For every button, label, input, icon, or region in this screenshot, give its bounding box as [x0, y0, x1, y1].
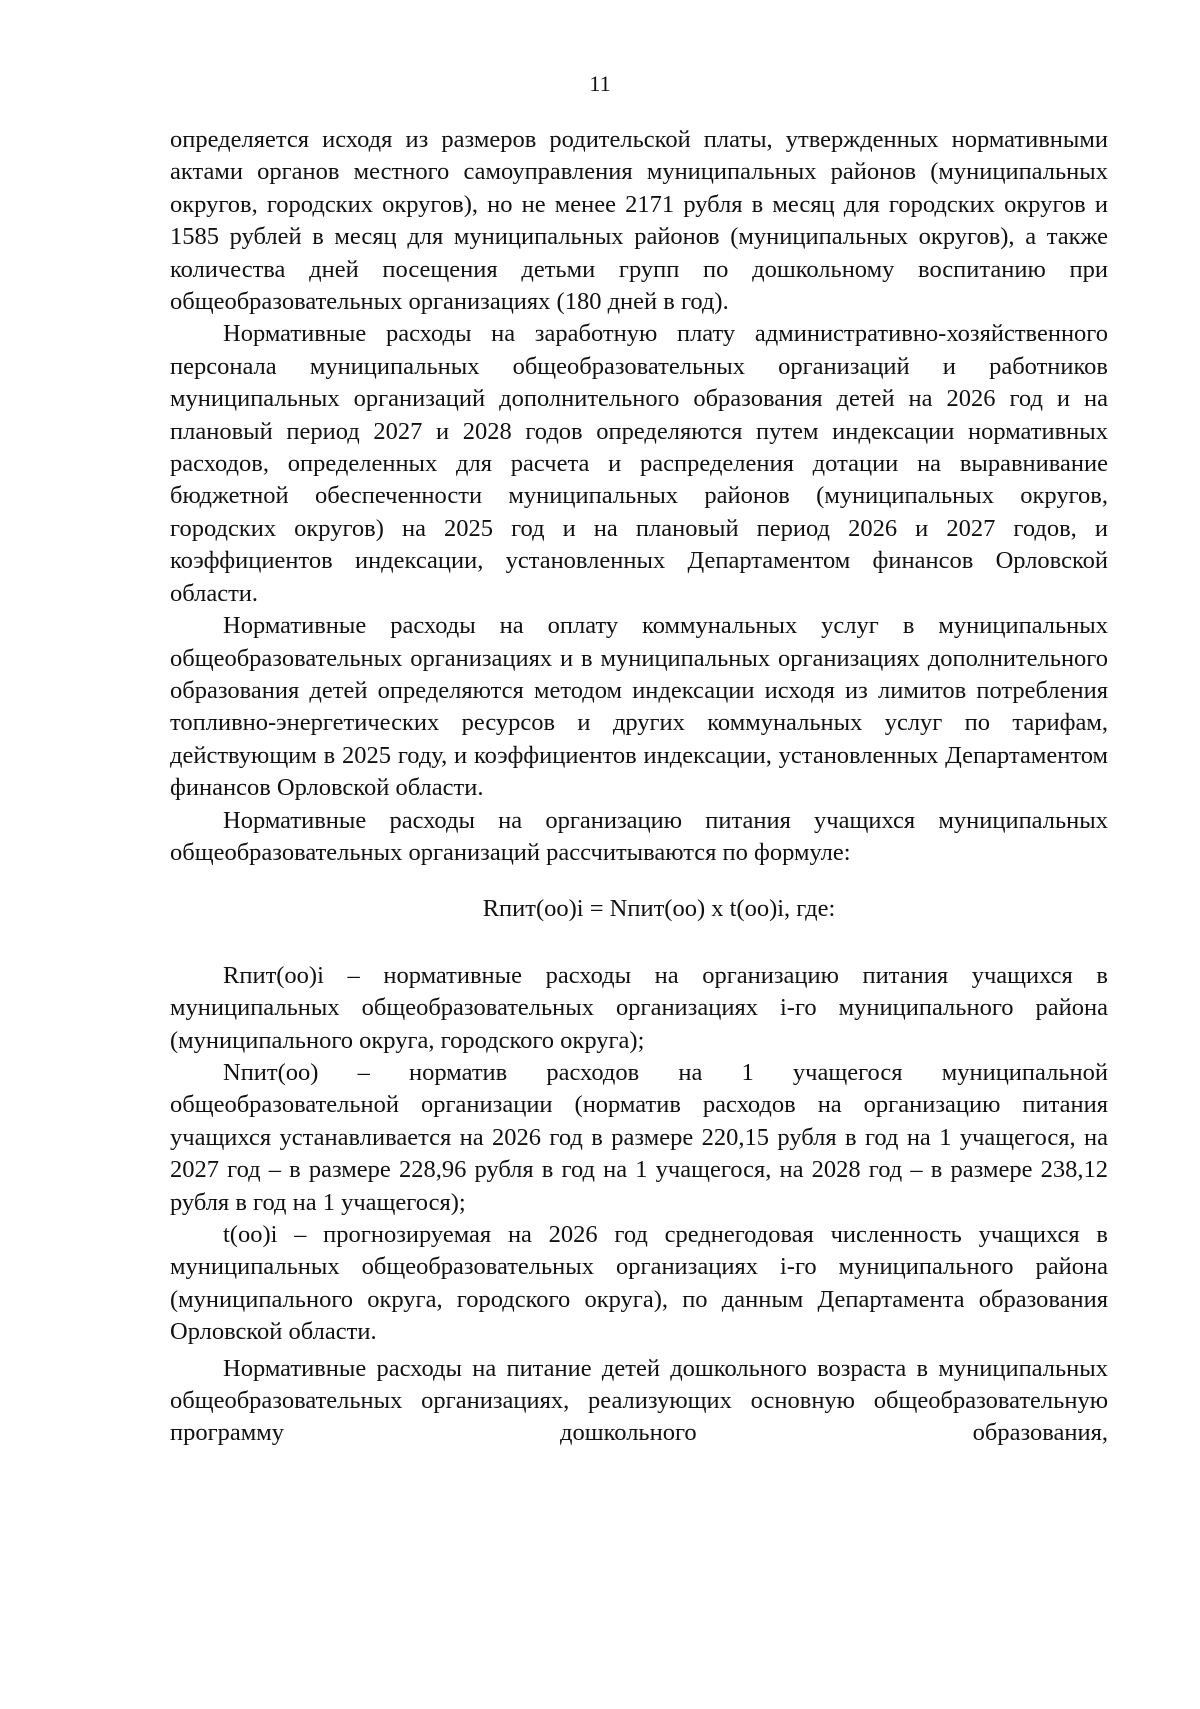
paragraph-utilities: Нормативные расходы на оплату коммунальных услуг в муниципальных общеобразовательных организациях и в муниципальных организациях дополнительного образования детей определяются методом индексации исходя из лимитов потребления топливно-энергетических ресурсов и других коммунальных услуг по тарифам, действующим в 2025 году, и коэффициентов индексации, установленных Департаментом финансов Орловской области. — [170, 612, 1108, 802]
paragraph-parent-fee: определяется исходя из размеров родительской платы, утвержденных нормативными актами органов местного самоуправления муниципальных районов (муниципальных округов, городских округов), но не менее 2171 рубля в месяц для городских округов и 1585 рублей в месяц для муниципальных районов (муниципальных округов), а также количества дней посещения детьми групп по дошкольному воспитанию при общеобразовательных организациях (180 дней в год). — [170, 126, 1108, 316]
page-number: 11 — [589, 71, 611, 96]
definition-r-pit: Rпит(оо)i – нормативные расходы на организацию питания учащихся в муниципальных общеобразовательных организациях i-го муниципального района (муниципального округа, городского округа); — [170, 961, 1108, 1054]
document-body — [170, 124, 1108, 1450]
formula-nutrition: Rпит(оо)i = Nпит(оо) x t(оо)i, где: — [482, 895, 836, 923]
definition-n-pit: Nпит(оо) – норматив расходов на 1 учащегося муниципальной общеобразовательной организации (норматив расходов на организацию питания учащихся устанавливается на 2026 год в размере 220,15 рубля в год на 1 учащегося, на 2027 год – в размере 228,96 рубля в год на 1 учащегося, на 2028 год – в размере 238,12 рубля в год на 1 учащегося); — [170, 1058, 1108, 1216]
paragraph-nutrition-intro: Нормативные расходы на организацию питания учащихся муниципальных общеобразовательных организаций рассчитываются по формуле: — [170, 806, 1108, 866]
definition-t-oo: t(оо)i – прогнозируемая на 2026 год среднегодовая численность учащихся в муниципальных общеобразовательных организациях i-го муниципального района (муниципального округа, городского округа), по данным Департамента образования Орловской области. — [170, 1221, 1108, 1346]
paragraph-admin-salary: Нормативные расходы на заработную плату административно-хозяйственного персонала муниципальных общеобразовательных организаций и работников муниципальных организаций дополнительного образования детей на 2026 год и на плановый период 2027 и 2028 годов определяются путем индексации нормативных расходов, определенных для расчета и распределения дотации на выравнивание бюджетной обеспеченности муниципальных районов (муниципальных округов, городских округов) на 2025 год и на плановый период 2026 и 2027 годов, и коэффициентов индексации, установленных Департаментом финансов Орловской области. — [170, 320, 1108, 607]
paragraph-preschool-nutrition: Нормативные расходы на питание детей дошкольного возраста в муниципальных общеобразовательных организациях, реализующих основную общеобразовательную программу дошкольного образования, — [170, 1354, 1108, 1447]
